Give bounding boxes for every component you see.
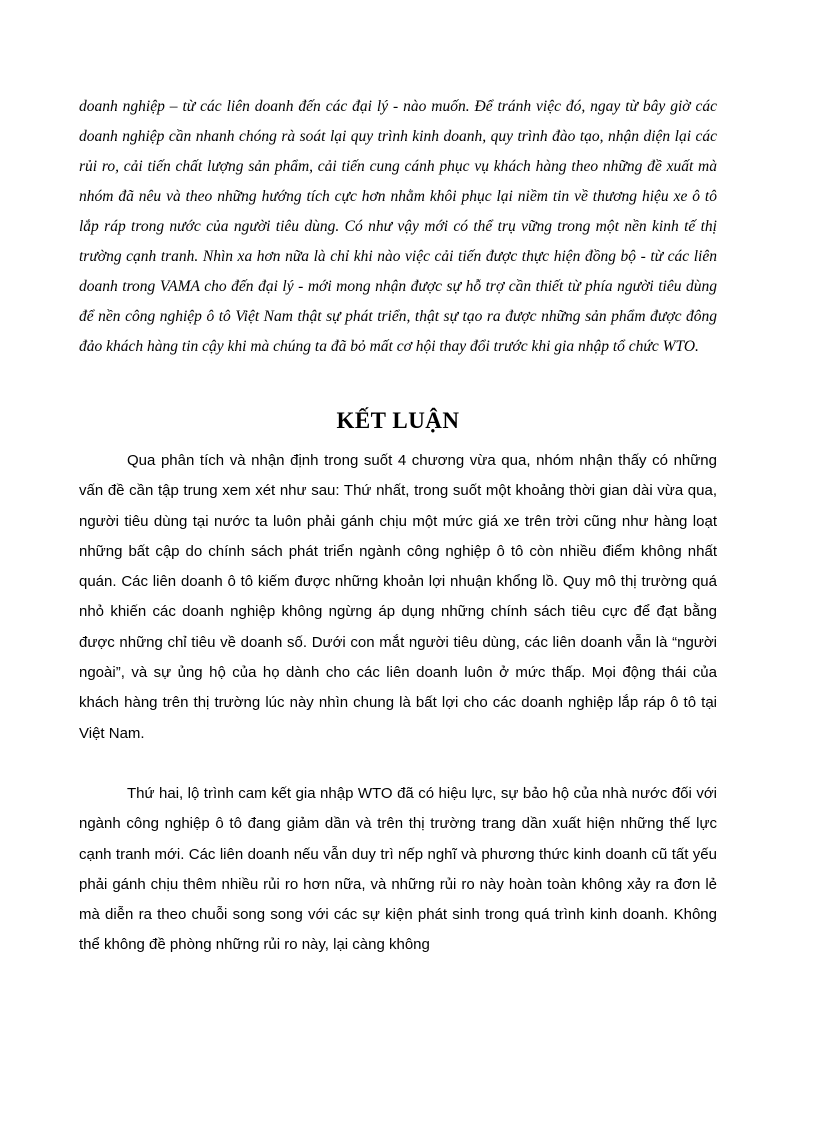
paragraph-spacer [79, 749, 717, 779]
document-page [79, 92, 717, 961]
conclusion-heading: KẾT LUẬN [336, 408, 460, 433]
conclusion-paragraph-1: Qua phân tích và nhận định trong suốt 4 chương vừa qua, nhóm nhận thấy có những vấn đề cần tập trung xem xét như sau: Thứ nhất, trong suốt một khoảng thời gian dài vừa qua, người tiêu dùng tại nước ta luôn phải gánh chịu một mức giá xe trên trời cũng như hàng loạt những bất cập do chính sách phát triển ngành công nghiệp ô tô còn nhiều điểm không nhất quán. Các liên doanh ô tô kiếm được những khoản lợi nhuận khổng lồ. Quy mô thị trường quá nhỏ khiến các doanh nghiệp không ngừng áp dụng những chính sách tiêu cực để đạt bằng được những chỉ tiêu về doanh số. Dưới con mắt người tiêu dùng, các liên doanh vẫn là “người ngoài”, và sự ủng hộ của họ dành cho các liên doanh luôn ở mức thấp. Mọi động thái của khách hàng trên thị trường lúc này nhìn chung là bất lợi cho các doanh nghiệp lắp ráp ô tô tại Việt Nam. [79, 452, 717, 742]
conclusion-paragraph-2: Thứ hai, lộ trình cam kết gia nhập WTO đã có hiệu lực, sự bảo hộ của nhà nước đối với ngành công nghiệp ô tô đang giảm dần và trên thị trường trang dần xuất hiện những thế lực cạnh tranh mới. Các liên doanh nếu vẫn duy trì nếp nghĩ và phương thức kinh doanh cũ tất yếu phải gánh chịu thêm nhiều rủi ro hơn nữa, và những rủi ro này hoàn toàn không xảy ra đơn lẻ mà diễn ra theo chuỗi song song với các sự kiện phát sinh trong quá trình kinh doanh. Không thể không đề phòng những rủi ro này, lại càng không [79, 784, 717, 954]
intro-paragraph: doanh nghiệp – từ các liên doanh đến các đại lý - nào muốn. Để tránh việc đó, ngay từ bây giờ các doanh nghiệp cần nhanh chóng rà soát lại quy trình kinh doanh, quy trình đào tạo, nhận diện lại các rủi ro, cải tiến chất lượng sản phẩm, cải tiến cung cánh phục vụ khách hàng theo những đề xuất mà nhóm đã nêu và theo những hướng tích cực hơn nhằm khôi phục lại niềm tin về thương hiệu xe ô tô lắp ráp trong nước của người tiêu dùng. Có như vậy mới có thể trụ vững trong một nền kinh tế thị trường cạnh tranh. Nhìn xa hơn nữa là chỉ khi nào việc cải tiến được thực hiện đồng bộ - từ các liên doanh trong VAMA cho đến đại lý - mới mong nhận được sự hỗ trợ cần thiết từ phía người tiêu dùng để nền công nghiệp ô tô Việt Nam thật sự phát triển, thật sự tạo ra được những sản phẩm được đông đảo khách hàng tin cậy khi mà chúng ta đã bỏ mất cơ hội thay đổi trước khi gia nhập tổ chức WTO. [79, 98, 717, 355]
